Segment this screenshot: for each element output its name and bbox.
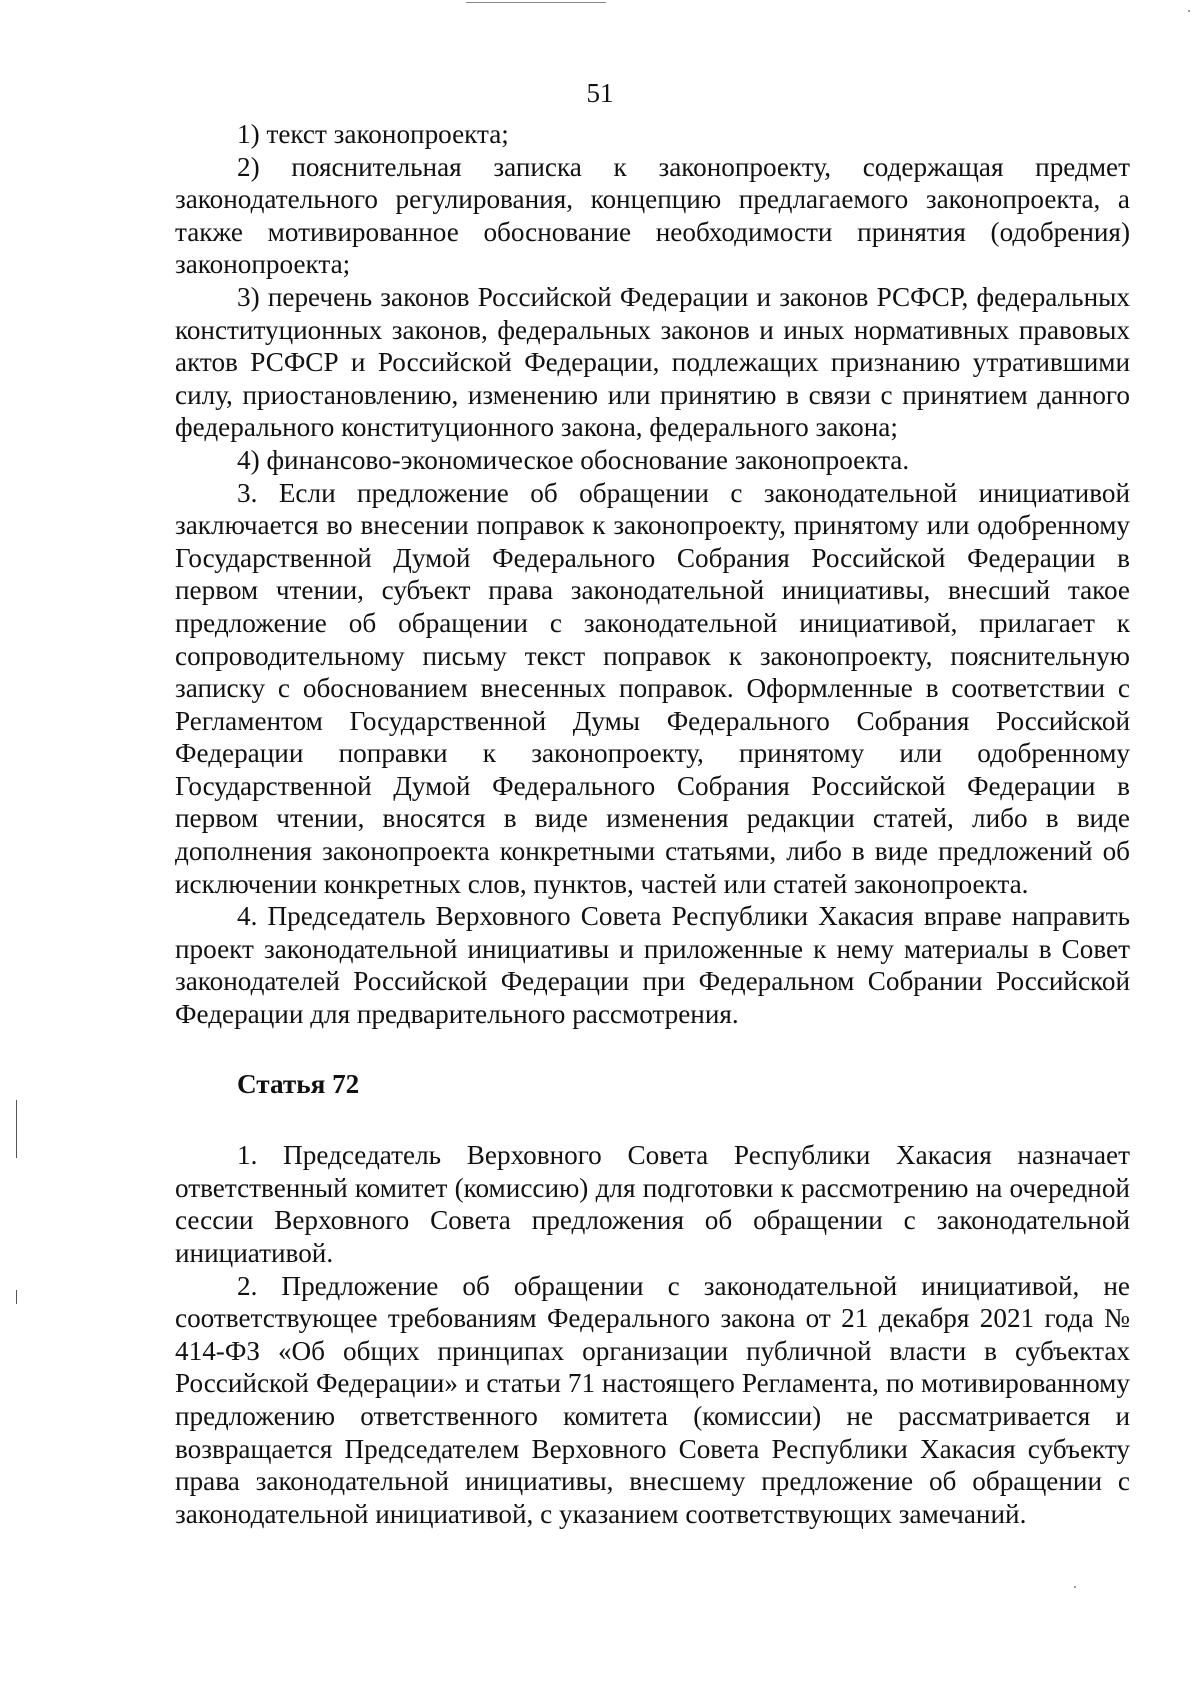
article-72-heading: Статья 72 [237,1068,360,1099]
left-scan-mark-lower [16,1290,17,1304]
article-72-paragraph-2: 2. Предложение об обращении с законодательной инициативой, не соответствующее требованиям Федерального закона от 21 декабря 2021 года № 414-ФЗ «Об общих принципах организации публичной власти в субъектах Российской Федерации» и статьи 71 настоящего Регламента, по мотивированному предложению ответственного комитета (комиссии) не рассматривается и возвращается Председателем Верховного Совета Республики Хакасия субъекту права законодательной инициативы, внесшему предложение об обращении с законодательной инициативой, с указанием соответствующих замечаний. [175,1270,1130,1529]
document-body [175,118,1130,1530]
article-72-paragraph-1: 1. Председатель Верховного Совета Республики Хакасия назначает ответственный комитет (комиссию) для подготовки к рассмотрению на очередной сессии Верховного Совета предложения об обращении с законодательной инициативой. [175,1140,1130,1268]
scan-speck [1074,1586,1076,1588]
list-item-1: 1) текст законопроекта; [237,119,509,149]
list-item-2: 2) пояснительная записка к законопроекту, содержащая предмет законодательного регулирования, концепцию предлагаемого законопроекта, а также мотивированное обоснование необходимости принятия (одобрения) законопроекта; [175,151,1130,280]
scan-speck [1188,10,1190,12]
paragraph-point-3: 3. Если предложение об обращении с законодательной инициативой заключается во внесении поправок к законопроекту, принятому или одобренному Государственной Думой Федерального Собрания Российской Федерации в первом чтении, субъект права законодательной инициативы, внесший такое предложение об обращении с законодательной инициативой, прилагает к сопроводительному письму текст поправок к законопроекту, пояснительную записку с обоснованием внесенных поправок. Оформленные в соответствии с Регламентом Государственной Думы Федерального Собрания Российской Федерации поправки к законопроекту, принятому или одобренному Государственной Думой Федерального Собрания Российской Федерации в первом чтении, вносятся в виде изменения редакции статей, либо в виде дополнения законопроекта конкретными статьями, либо в виде предложений об исключении конкретных слов, пунктов, частей или статей законопроекта. [175,477,1130,899]
page-number: 51 [586,78,614,108]
top-scan-rule [466,2,606,3]
list-item-3: 3) перечень законов Российской Федерации и законов РСФСР, федеральных конституционных законов, федеральных законов и иных нормативных правовых актов РСФСР и Российской Федерации, подлежащих признанию утратившими силу, приостановлению, изменению или принятию в связи с принятием данного федерального конституционного закона, федерального закона; [175,281,1130,443]
left-scan-mark-upper [16,1100,17,1158]
paragraph-point-4: 4. Председатель Верховного Совета Республики Хакасия вправе направить проект законодательной инициативы и приложенные к нему материалы в Совет законодателей Российской Федерации при Федеральном Собрании Российской Федерации для предварительного рассмотрения. [175,901,1130,1030]
list-item-4: 4) финансово-экономическое обоснование законопроекта. [237,444,910,475]
